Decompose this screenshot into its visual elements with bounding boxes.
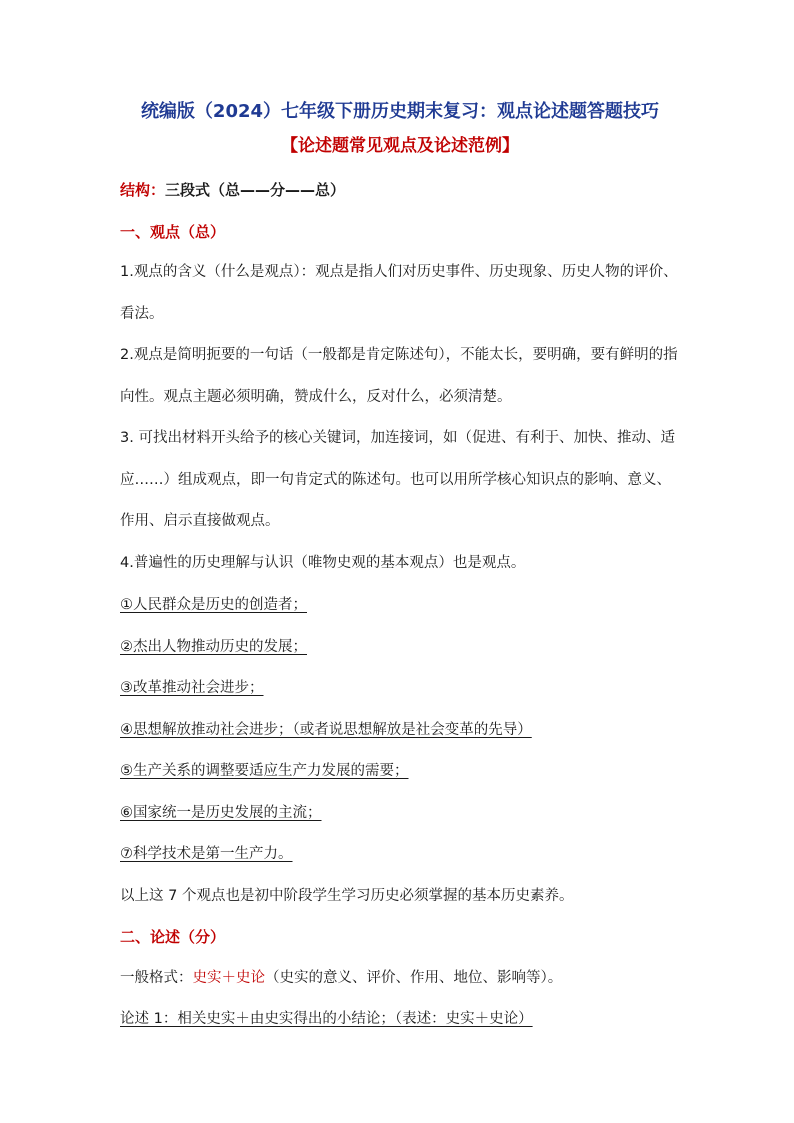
section1-paragraph-4: 4.普遍性的历史理解与认识（唯物史观的基本观点）也是观点。 — [120, 554, 526, 571]
document-title: 统编版（2024）七年级下册历史期末复习：观点论述题答题技巧 — [140, 101, 660, 122]
viewpoint-item-1: ①人民群众是历史的创造者； — [120, 597, 307, 613]
structure-label: 结构： — [120, 181, 166, 199]
section2-heading: 二、论述（分） — [120, 927, 226, 946]
viewpoint-item-5: ⑤生产关系的调整要适应生产力发展的需要； — [120, 763, 409, 779]
argument-format-prefix: 一般格式： — [120, 969, 193, 986]
structure-value: 三段式（总——分——总） — [165, 181, 346, 199]
argument-format-rest: （史实的意义、评价、作用、地位、影响等）。 — [265, 969, 563, 986]
viewpoint-item-2: ②杰出人物推动历史的发展； — [120, 638, 307, 655]
argument-1: 论述 1：相关史实＋由史实得出的小结论；（表述：史实＋史论） — [120, 1011, 533, 1027]
argument-format-highlight: 史实＋史论 — [192, 969, 265, 986]
section1-heading: 一、观点（总） — [120, 223, 226, 241]
viewpoint-item-3: ③改革推动社会进步； — [120, 680, 264, 696]
viewpoint-item-4: ④思想解放推动社会进步；（或者说思想解放是社会变革的先导） — [120, 721, 532, 738]
section1-paragraph-1: 1.观点的含义（什么是观点）：观点是指人们对历史事件、历史现象、历史人物的评价、看法。 — [120, 264, 678, 322]
structure-line — [120, 179, 680, 201]
section1-paragraph-3: 3. 可找出材料开头给予的核心关键词，加连接词，如（促进、有利于、加快、推动、适应……）组成观点，即一句肯定式的陈述句。也可以用所学核心知识点的影响、意义、作用、启示直接做观点。 — [120, 430, 675, 529]
document-page — [120, 100, 680, 1030]
argument-format — [120, 967, 680, 989]
viewpoint-item-7: ⑦科学技术是第一生产力。 — [120, 846, 293, 862]
section1-paragraph-2: 2.观点是简明扼要的一句话（一般都是肯定陈述句），不能太长，要明确，要有鲜明的指向性。观点主题必须明确，赞成什么，反对什么，必须清楚。 — [120, 347, 678, 405]
viewpoint-item-6: ⑥国家统一是历史发展的主流； — [120, 804, 322, 821]
viewpoint-summary: 以上这 7 个观点也是初中阶段学生学习历史必须掌握的基本历史素养。 — [120, 887, 574, 904]
document-subtitle: 【论述题常见观点及论述范例】 — [281, 136, 519, 156]
